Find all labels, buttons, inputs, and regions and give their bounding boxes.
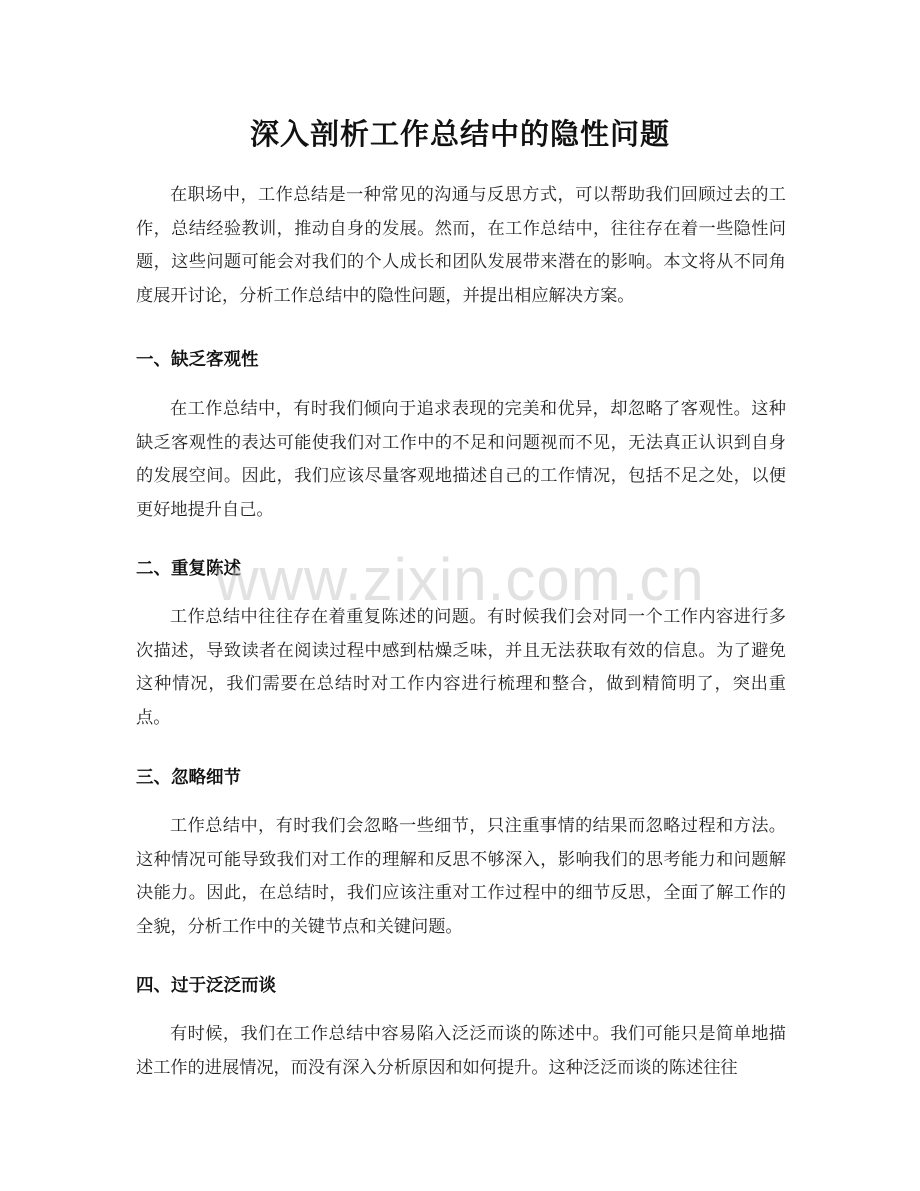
section-body-2: 工作总结中往往存在着重复陈述的问题。有时候我们会对同一个工作内容进行多次描述，导致读者在阅读过程中感到枯燥乏味，并且无法获取有效的信息。为了避免这种情况，我们需要在总结时对工作内容进行梳理和整合，做到精简明了，突出重点。 — [136, 607, 786, 728]
section-body-4: 有时候，我们在工作总结中容易陷入泛泛而谈的陈述中。我们可能只是简单地描述工作的进展情况，而没有深入分析原因和如何提升。这种泛泛而谈的陈述往往 — [136, 1024, 786, 1078]
section-body-1: 在工作总结中，有时我们倾向于追求表现的完美和优异，却忽略了客观性。这种缺乏客观性的表达可能使我们对工作中的不足和问题视而不见，无法真正认识到自身的发展空间。因此，我们应该尽量客观地描述自己的工作情况，包括不足之处，以便更好地提升自己。 — [136, 399, 786, 520]
section-heading-1: 一、缺乏客观性 — [136, 350, 259, 370]
section-heading-2: 二、重复陈述 — [136, 559, 241, 579]
document-title: 深入剖析工作总结中的隐性问题 — [249, 117, 670, 151]
section-body-3: 工作总结中，有时我们会忽略一些细节，只注重事情的结果而忽略过程和方法。这种情况可能导致我们对工作的理解和反思不够深入，影响我们的思考能力和问题解决能力。因此，在总结时，我们应该注重对工作过程中的细节反思，全面了解工作的全貌，分析工作中的关键节点和关键问题。 — [136, 816, 786, 937]
intro-paragraph: 在职场中，工作总结是一种常见的沟通与反思方式，可以帮助我们回顾过去的工作，总结经验教训，推动自身的发展。然而，在工作总结中，往往存在着一些隐性问题，这些问题可能会对我们的个人成长和团队发展带来潜在的影响。本文将从不同角度展开讨论，分析工作总结中的隐性问题，并提出相应解决方案。 — [136, 185, 786, 306]
watermark: www.zixin.com.cn — [215, 546, 705, 613]
section-heading-3: 三、忽略细节 — [136, 768, 241, 788]
section-heading-4: 四、过于泛泛而谈 — [136, 976, 276, 996]
